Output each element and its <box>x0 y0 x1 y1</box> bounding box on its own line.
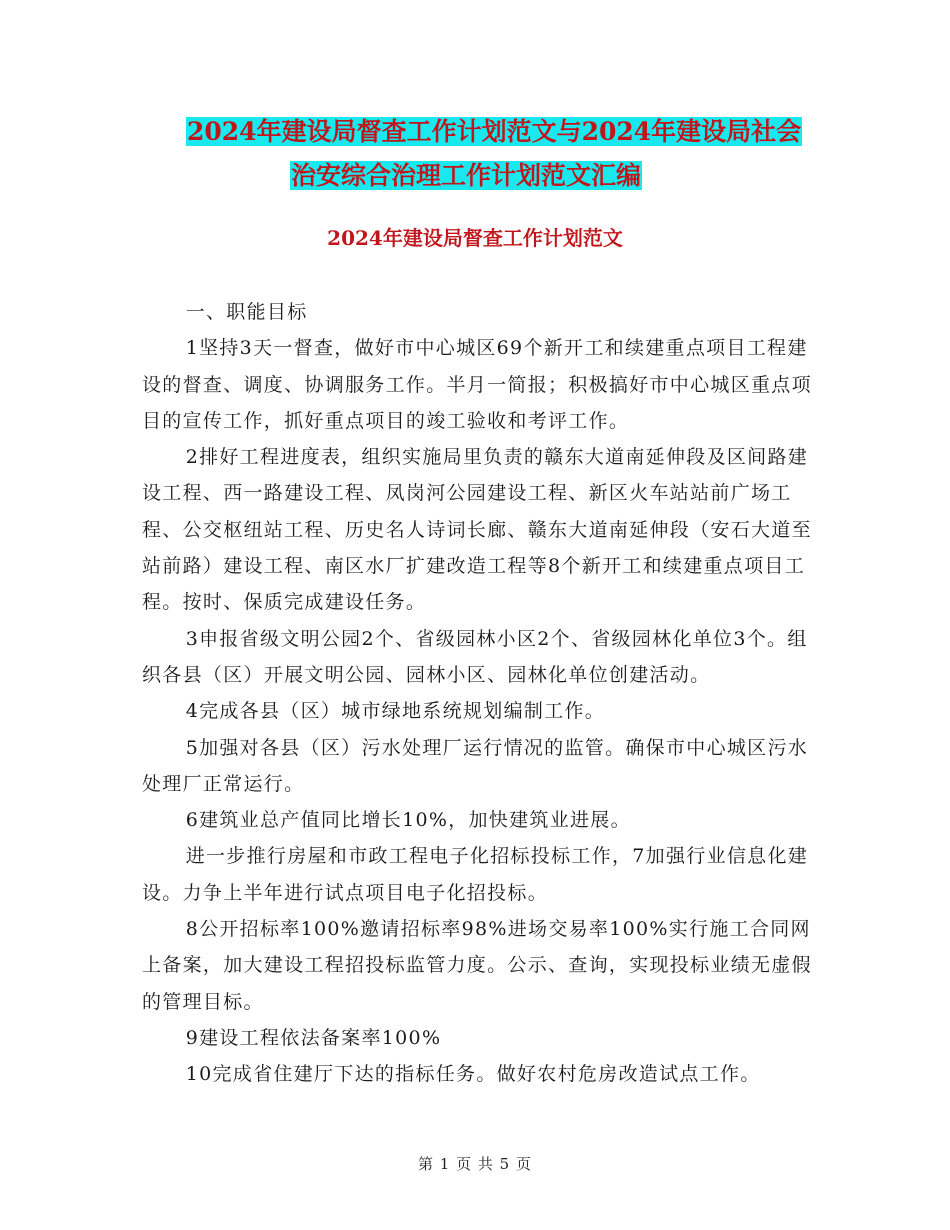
body-paragraph: 6建筑业总产值同比增长10%，加快建筑业进展。 <box>185 809 631 832</box>
document-title <box>0 110 950 198</box>
body-paragraph: 9建设工程依法备案率100% <box>185 1026 442 1049</box>
body-paragraph: 8公开招标率100%邀请招标率98%进场交易率100%实行施工合同网上备案，加大建设工程招投标监管力度。公示、查询，实现投标业绩无虚假的管理目标。 <box>142 918 812 1013</box>
section-heading: 一、职能目标 <box>185 301 308 323</box>
document-title-line-1 <box>0 110 950 154</box>
body-paragraph: 5加强对各县（区）污水处理厂运行情况的监管。确保市中心城区污水处理厂正常运行。 <box>142 736 809 795</box>
body-paragraph: 4完成各县（区）城市绿地系统规划编制工作。 <box>185 700 606 723</box>
body-paragraph: 3申报省级文明公园2个、省级园林小区2个、省级园林化单位3个。组织各县（区）开展文明公园、园林小区、园林化单位创建活动。 <box>142 627 808 686</box>
page-number-footer: 第 1 页 共 5 页 <box>418 1155 532 1173</box>
body-paragraph: 1坚持3天一督查，做好市中心城区69个新开工和续建重点项目工程建设的督查、调度、协调服务工作。半月一简报；积极搞好市中心城区重点项目的宣传工作，抓好重点项目的竣工验收和考评工作。 <box>142 337 812 432</box>
document-body <box>142 294 814 1093</box>
body-paragraph: 10完成省住建厅下达的指标任务。做好农村危房改造试点工作。 <box>185 1063 761 1086</box>
document-title-line-2 <box>0 154 950 198</box>
section-title: 2024年建设局督查工作计划范文 <box>327 226 623 250</box>
body-paragraph: 2排好工程进度表，组织实施局里负责的赣东大道南延伸段及区间路建设工程、西一路建设工程、凤岗河公园建设工程、新区火车站站前广场工程、公交枢纽站工程、历史名人诗词长廊、赣东大道南延伸段（安石大道至站前路）建设工程、南区水厂扩建改造工程等8个新开工和续建重点项目工程。按时、保质完成建设任务。 <box>142 446 812 614</box>
body-paragraph: 进一步推行房屋和市政工程电子化招标投标工作，7加强行业信息化建设。力争上半年进行试点项目电子化招投标。 <box>142 845 809 904</box>
title-highlight: 治安综合治理工作计划范文汇编 <box>291 161 642 190</box>
title-highlight: 2024年建设局督查工作计划范文与2024年建设局社会 <box>187 117 802 146</box>
